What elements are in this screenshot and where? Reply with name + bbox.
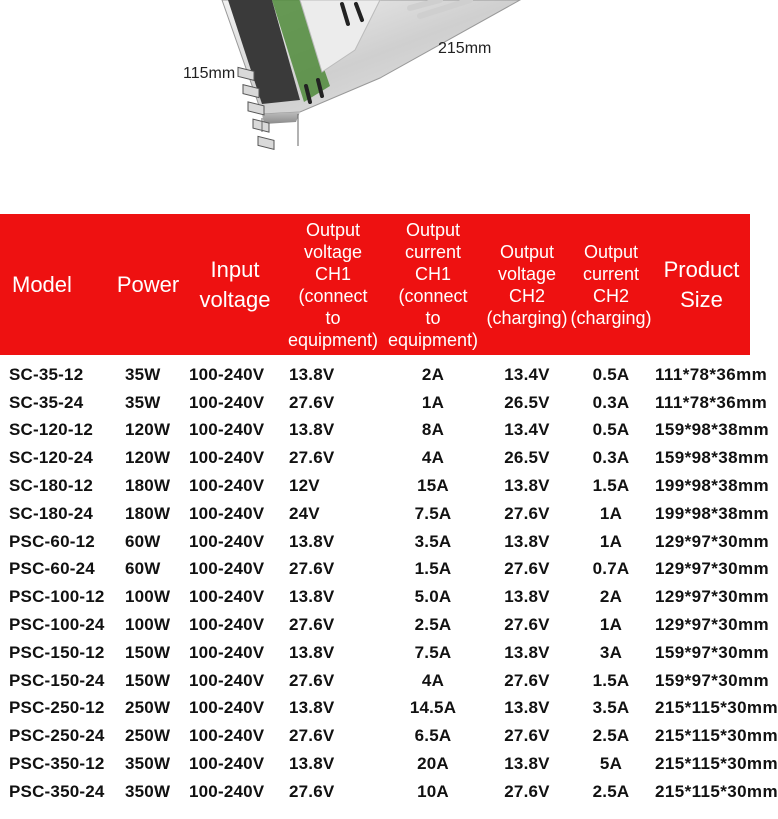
header-output-current-ch2 xyxy=(569,214,653,355)
cell-output-voltage-ch1: 27.6V xyxy=(289,726,335,746)
header-line: Power xyxy=(116,271,180,297)
header-line: CH1 xyxy=(314,263,351,284)
length-dimension-label: 215mm xyxy=(438,40,492,57)
cell-product-size: 129*97*30mm xyxy=(655,615,770,635)
cell-power: 150W xyxy=(125,670,171,690)
cell-output-current-ch1: 7.5A xyxy=(414,642,452,662)
header-input-voltage xyxy=(185,214,285,355)
cell-output-voltage-ch2: 27.6V xyxy=(504,670,550,690)
cell-output-voltage-ch2: 13.4V xyxy=(504,420,550,440)
cell-product-size: 111*78*36mm xyxy=(655,392,768,412)
header-line: Input xyxy=(210,256,260,282)
cell-output-current-ch1: 10A xyxy=(417,781,449,801)
cell-product-size: 129*97*30mm xyxy=(655,559,770,579)
cell-output-current-ch1: 2.5A xyxy=(414,615,452,635)
table-row xyxy=(0,722,750,750)
cell-model: PSC-350-24 xyxy=(9,781,105,801)
cell-input-voltage: 100-240V xyxy=(189,726,265,746)
table-row xyxy=(0,750,750,778)
cell-model: PSC-350-12 xyxy=(9,754,105,774)
cell-output-current-ch2: 3A xyxy=(599,642,623,662)
cell-input-voltage: 100-240V xyxy=(189,364,265,384)
cell-power: 250W xyxy=(125,698,171,718)
cell-output-current-ch2: 1A xyxy=(599,503,623,523)
cell-output-voltage-ch2: 13.8V xyxy=(504,754,550,774)
cell-output-voltage-ch2: 27.6V xyxy=(504,559,550,579)
header-line: to xyxy=(425,307,441,328)
cell-output-current-ch2: 1.5A xyxy=(592,670,630,690)
specification-table xyxy=(0,214,778,806)
cell-product-size: 215*115*30mm xyxy=(655,754,778,774)
cell-output-current-ch1: 5.0A xyxy=(414,587,452,607)
cell-output-current-ch1: 4A xyxy=(421,448,445,468)
cell-power: 35W xyxy=(125,364,161,384)
table-row xyxy=(0,444,750,472)
header-line: CH1 xyxy=(414,263,451,284)
cell-input-voltage: 100-240V xyxy=(189,754,265,774)
cell-input-voltage: 100-240V xyxy=(189,670,265,690)
header-line: to xyxy=(325,307,341,328)
cell-power: 100W xyxy=(125,615,171,635)
cell-model: PSC-250-24 xyxy=(9,726,105,746)
header-line: equipment) xyxy=(387,329,479,350)
header-line: equipment) xyxy=(287,329,379,350)
cell-input-voltage: 100-240V xyxy=(189,392,265,412)
cell-power: 120W xyxy=(125,420,171,440)
cell-output-voltage-ch1: 27.6V xyxy=(289,392,335,412)
cell-output-current-ch1: 4A xyxy=(421,670,445,690)
power-supply-drawing xyxy=(0,0,750,205)
cell-input-voltage: 100-240V xyxy=(189,615,265,635)
cell-power: 60W xyxy=(125,559,161,579)
cell-input-voltage: 100-240V xyxy=(189,531,265,551)
table-row xyxy=(0,389,750,417)
table-row xyxy=(0,611,750,639)
cell-output-current-ch2: 0.5A xyxy=(592,364,630,384)
header-line: Output xyxy=(583,241,639,262)
cell-output-voltage-ch2: 13.8V xyxy=(504,531,550,551)
header-line: voltage xyxy=(303,241,363,262)
cell-output-current-ch2: 0.7A xyxy=(592,559,630,579)
cell-output-voltage-ch2: 26.5V xyxy=(504,448,550,468)
cell-output-voltage-ch1: 27.6V xyxy=(289,448,335,468)
table-row xyxy=(0,778,750,806)
cell-input-voltage: 100-240V xyxy=(189,587,265,607)
header-model xyxy=(0,214,111,355)
cell-output-voltage-ch1: 13.8V xyxy=(289,531,335,551)
cell-output-voltage-ch2: 27.6V xyxy=(504,781,550,801)
cell-product-size: 129*97*30mm xyxy=(655,587,770,607)
cell-input-voltage: 100-240V xyxy=(189,642,265,662)
cell-input-voltage: 100-240V xyxy=(189,448,265,468)
cell-output-voltage-ch1: 27.6V xyxy=(289,670,335,690)
cell-product-size: 215*115*30mm xyxy=(655,698,778,718)
table-row xyxy=(0,695,750,723)
cell-power: 180W xyxy=(125,503,171,523)
header-line: current xyxy=(582,263,640,284)
cell-output-current-ch2: 2A xyxy=(599,587,623,607)
cell-output-current-ch2: 2.5A xyxy=(592,781,630,801)
cell-output-current-ch2: 5A xyxy=(599,754,623,774)
cell-output-voltage-ch2: 13.4V xyxy=(504,364,550,384)
cell-output-voltage-ch2: 27.6V xyxy=(504,503,550,523)
cell-output-current-ch2: 0.5A xyxy=(592,420,630,440)
cell-output-voltage-ch1: 13.8V xyxy=(289,698,335,718)
header-line: Product xyxy=(663,256,740,282)
cell-output-current-ch1: 3.5A xyxy=(414,531,452,551)
cell-output-voltage-ch2: 13.8V xyxy=(504,476,550,496)
header-line: CH2 xyxy=(508,285,545,306)
header-line: (connect xyxy=(398,285,468,306)
cell-input-voltage: 100-240V xyxy=(189,698,265,718)
table-row xyxy=(0,639,750,667)
cell-output-voltage-ch2: 27.6V xyxy=(504,615,550,635)
cell-output-voltage-ch2: 13.8V xyxy=(504,587,550,607)
cell-output-voltage-ch2: 13.8V xyxy=(504,642,550,662)
cell-product-size: 159*97*30mm xyxy=(655,670,770,690)
cell-output-voltage-ch1: 13.8V xyxy=(289,642,335,662)
cell-model: PSC-60-12 xyxy=(9,531,95,551)
cell-power: 150W xyxy=(125,642,171,662)
header-line: CH2 xyxy=(592,285,629,306)
table-header xyxy=(0,214,750,355)
cell-output-voltage-ch1: 13.8V xyxy=(289,587,335,607)
cell-input-voltage: 100-240V xyxy=(189,559,265,579)
header-power xyxy=(111,214,185,355)
cell-model: SC-180-12 xyxy=(9,476,94,496)
cell-model: SC-35-12 xyxy=(9,364,84,384)
table-row xyxy=(0,355,750,389)
table-row xyxy=(0,500,750,528)
cell-output-current-ch1: 2A xyxy=(421,364,445,384)
width-dimension-label: 115mm xyxy=(183,65,236,82)
table-row xyxy=(0,472,750,500)
table-row xyxy=(0,556,750,584)
header-line: Size xyxy=(680,286,723,312)
header-line: current xyxy=(404,241,462,262)
cell-model: SC-120-24 xyxy=(9,448,94,468)
cell-input-voltage: 100-240V xyxy=(189,503,265,523)
cell-output-current-ch2: 0.3A xyxy=(592,392,630,412)
table-row xyxy=(0,528,750,556)
cell-output-current-ch1: 6.5A xyxy=(414,726,452,746)
cell-output-current-ch2: 3.5A xyxy=(592,698,630,718)
cell-model: PSC-100-12 xyxy=(9,587,105,607)
cell-input-voltage: 100-240V xyxy=(189,420,265,440)
header-output-current-ch1 xyxy=(381,214,485,355)
cell-product-size: 111*78*36mm xyxy=(655,364,768,384)
cell-output-voltage-ch2: 13.8V xyxy=(504,698,550,718)
header-output-voltage-ch2 xyxy=(485,214,569,355)
cell-model: PSC-100-24 xyxy=(9,615,105,635)
header-line: (charging) xyxy=(486,307,568,328)
cell-output-voltage-ch1: 13.8V xyxy=(289,364,335,384)
cell-output-current-ch2: 1A xyxy=(599,615,623,635)
header-output-voltage-ch1 xyxy=(285,214,381,355)
cell-product-size: 129*97*30mm xyxy=(655,531,770,551)
cell-output-current-ch1: 14.5A xyxy=(409,698,457,718)
cell-output-current-ch1: 1.5A xyxy=(414,559,452,579)
cell-power: 100W xyxy=(125,587,171,607)
cell-product-size: 199*98*38mm xyxy=(655,476,770,496)
cell-power: 120W xyxy=(125,448,171,468)
cell-output-current-ch1: 15A xyxy=(417,476,449,496)
cell-model: PSC-60-24 xyxy=(9,559,95,579)
cell-output-current-ch1: 1A xyxy=(421,392,445,412)
cell-product-size: 159*98*38mm xyxy=(655,420,770,440)
cell-model: PSC-150-24 xyxy=(9,670,105,690)
cell-output-current-ch2: 1A xyxy=(599,531,623,551)
header-line: Model xyxy=(12,271,72,297)
cell-output-current-ch1: 7.5A xyxy=(414,503,452,523)
cell-power: 60W xyxy=(125,531,161,551)
cell-product-size: 215*115*30mm xyxy=(655,781,778,801)
cell-output-current-ch1: 8A xyxy=(421,420,445,440)
table-row xyxy=(0,667,750,695)
header-line: (connect xyxy=(298,285,368,306)
header-line: voltage xyxy=(497,263,557,284)
cell-power: 350W xyxy=(125,781,171,801)
cell-output-voltage-ch1: 27.6V xyxy=(289,615,335,635)
cell-input-voltage: 100-240V xyxy=(189,781,265,801)
cell-model: SC-35-24 xyxy=(9,392,84,412)
header-product-size xyxy=(653,214,750,355)
cell-output-voltage-ch1: 27.6V xyxy=(289,559,335,579)
cell-power: 250W xyxy=(125,726,171,746)
cell-output-voltage-ch1: 13.8V xyxy=(289,754,335,774)
cell-power: 35W xyxy=(125,392,161,412)
cell-product-size: 159*97*30mm xyxy=(655,642,770,662)
cell-model: SC-180-24 xyxy=(9,503,94,523)
cell-output-current-ch1: 20A xyxy=(417,754,449,774)
cell-output-voltage-ch2: 27.6V xyxy=(504,726,550,746)
header-row xyxy=(0,214,750,355)
table-row xyxy=(0,583,750,611)
header-line: Output xyxy=(405,219,461,240)
cell-output-voltage-ch1: 24V xyxy=(289,503,320,523)
cell-input-voltage: 100-240V xyxy=(189,476,265,496)
cell-model: PSC-150-12 xyxy=(9,642,105,662)
cell-model: SC-120-12 xyxy=(9,420,94,440)
cell-power: 180W xyxy=(125,476,171,496)
cell-output-current-ch2: 2.5A xyxy=(592,726,630,746)
cell-output-voltage-ch1: 27.6V xyxy=(289,781,335,801)
cell-output-voltage-ch2: 26.5V xyxy=(504,392,550,412)
header-line: voltage xyxy=(199,286,271,312)
cell-power: 350W xyxy=(125,754,171,774)
table-row xyxy=(0,417,750,445)
cell-product-size: 159*98*38mm xyxy=(655,448,770,468)
header-line: (charging) xyxy=(570,307,652,328)
cell-model: PSC-250-12 xyxy=(9,698,105,718)
cell-output-current-ch2: 0.3A xyxy=(592,448,630,468)
header-line: Output xyxy=(499,241,555,262)
cell-output-current-ch2: 1.5A xyxy=(592,476,630,496)
header-line: Output xyxy=(305,219,361,240)
cell-output-voltage-ch1: 13.8V xyxy=(289,420,335,440)
cell-output-voltage-ch1: 12V xyxy=(289,476,320,496)
table-body xyxy=(0,355,778,806)
cell-product-size: 199*98*38mm xyxy=(655,503,770,523)
cell-product-size: 215*115*30mm xyxy=(655,726,778,746)
product-image xyxy=(0,0,750,205)
